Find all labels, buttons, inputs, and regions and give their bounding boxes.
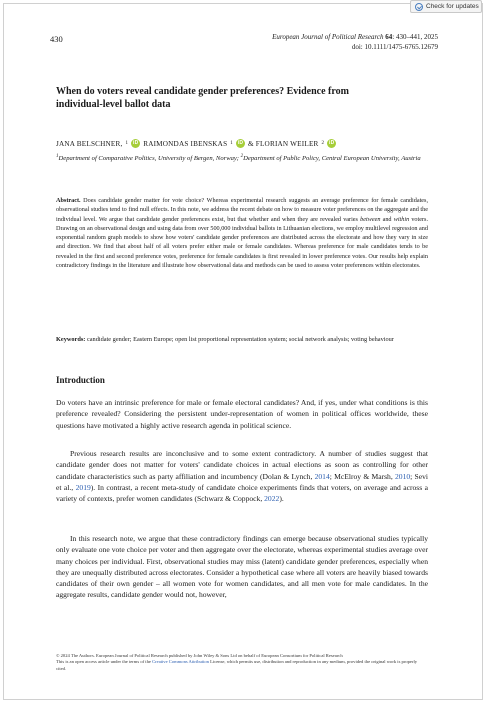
paragraph-text: Previous research results are inconclusive and to some extent contradictory. A number of studies suggest that candidate gender does not matter for voters' candidate choices in actual elections as soon as controlling for other candidate characteristics such as party affiliation and incumbency (Dolan & Lynch, [56,449,428,481]
keywords-label: Keywords: [56,336,86,343]
affiliation-2: Department of Public Policy, Central European University, Austria [243,155,421,163]
body-paragraph: Do voters have an intrinsic preference for male or female electoral candidates? And, if yes, under what conditions is this preference revealed? Considering the persistent under-representation of women in political offices worldwide, these questions have motivated a highly active research agenda in political science. [56,398,428,430]
abstract-text: and [380,215,394,223]
check-updates-icon [415,3,423,11]
article-title: When do voters reveal candidate gender preferences? Evidence from individual-level ballot data [56,86,349,110]
abstract-label: Abstract. [56,197,81,204]
copyright-footer [56,653,428,672]
citation-link[interactable]: 2019 [75,482,91,492]
paragraph-text: ). [279,494,284,504]
orcid-icon[interactable]: iD [237,140,244,146]
license-text: License, which permits use, distribution and reproduction in any medium, provided the original work is properly cited. [56,659,418,671]
orcid-icon[interactable]: iD [133,140,139,146]
author-name[interactable]: RAIMONDAS IBENSKAS [143,139,228,148]
abstract-emphasis: between [360,215,381,223]
affiliation-marker: 2 [240,154,244,159]
license-text: This is an open access article under the terms of the [56,659,153,665]
citation-link[interactable]: 2022 [264,494,280,504]
journal-name: European Journal of Political Research [272,33,384,41]
abstract-emphasis: within [393,215,410,223]
orcid-icon[interactable]: iD [329,140,335,146]
body-paragraph [56,533,428,601]
section-heading-introduction: Introduction [56,375,105,385]
citation-link[interactable]: 2010 [394,471,411,481]
body-paragraph [56,448,428,504]
journal-header [272,32,438,52]
author-affiliation-marker: 2 [321,141,325,146]
page-number: 430 [50,34,63,44]
author-affiliation-marker: 1 [230,141,233,146]
author-name[interactable]: JANA BELSCHNER, [56,139,123,148]
journal-pages: : 430–441, 2025 [392,33,438,41]
journal-volume: 64 [385,33,393,41]
abstract [56,196,428,270]
paragraph-text: ; McElroy & Marsh, [329,471,395,481]
author-name[interactable]: & FLORIAN WEILER [247,139,319,148]
author-affiliation-marker: 1 [125,141,129,146]
citation-link[interactable]: 2014 [314,471,330,481]
license-line [56,659,428,672]
copyright-line: © 2024 The Authors. European Journal of Political Research published by John Wiley & Sons Ltd on behalf of European Consortium for Political Research [56,653,343,658]
paragraph-text: In this research note, we argue that these contradictory findings can emerge because observational studies typically only evaluate one vote choice per voter and then aggregate over the electorate, whereas experimental studies average over many choices per individual. First, observational studies may miss (latent) candidate gender preferences, especially when they are unequally distributed across electorates. Consider a hypothetical case where all voters are heavily biased towards candidates of their own gender – all women vote for women candidates, and all men vote for male candidates. In the aggregate results, candidate gender would not, however, [56,534,428,600]
affiliation-marker: 1 [56,154,59,159]
author-list [56,139,336,148]
affiliations [56,152,428,164]
abstract-text: Does candidate gender matter for vote choice? Whereas experimental research suggests an average preference for female candidates, observational studies tend to find null effects. In this note, we address the recent debate on how to measure voter preferences on the aggregate and the individual level. We argue that candidate gender preferences exist, but that whether and when they are revealed varies [56,197,429,223]
keywords [56,335,428,344]
affiliation-1: Department of Comparative Politics, University of Bergen, Norway; [58,155,240,163]
paragraph-text: ; Sevi et al., [56,471,428,492]
abstract-text: voters. Drawing on an observational design and using data from over 500,000 individual ballots in Lithuanian elections, we employ multilevel regression and exponential random graph models to show how voters' candidate gender preferences are distributed across the electorate and how they vary in size and direction. We find that about half of all voters prefer either male or female candidates. Whereas preference for male candidates tends to be revealed in the first and second preference votes, preference for female candidates is first revealed in lower preference votes. Our results help explain contradictory findings in the literature and illustrate how observational data and methods can be used to assess voter preferences within electorates. [56,215,429,269]
keywords-text: candidate gender; Eastern Europe; open list proportional representation system; social network analysis; voting behaviour [86,336,394,343]
check-updates-label: Check for updates [426,3,479,10]
article-doi[interactable]: doi: 10.1111/1475-6765.12679 [351,43,438,51]
paragraph-text: ). In contrast, a recent meta-study of candidate choice experiments finds that voters, on average and across a variety of contexts, prefer women candidates (Schwarz & Coppock, [56,482,428,504]
check-for-updates-button[interactable] [410,0,482,13]
license-link[interactable]: Creative Commons Attribution [152,659,209,665]
